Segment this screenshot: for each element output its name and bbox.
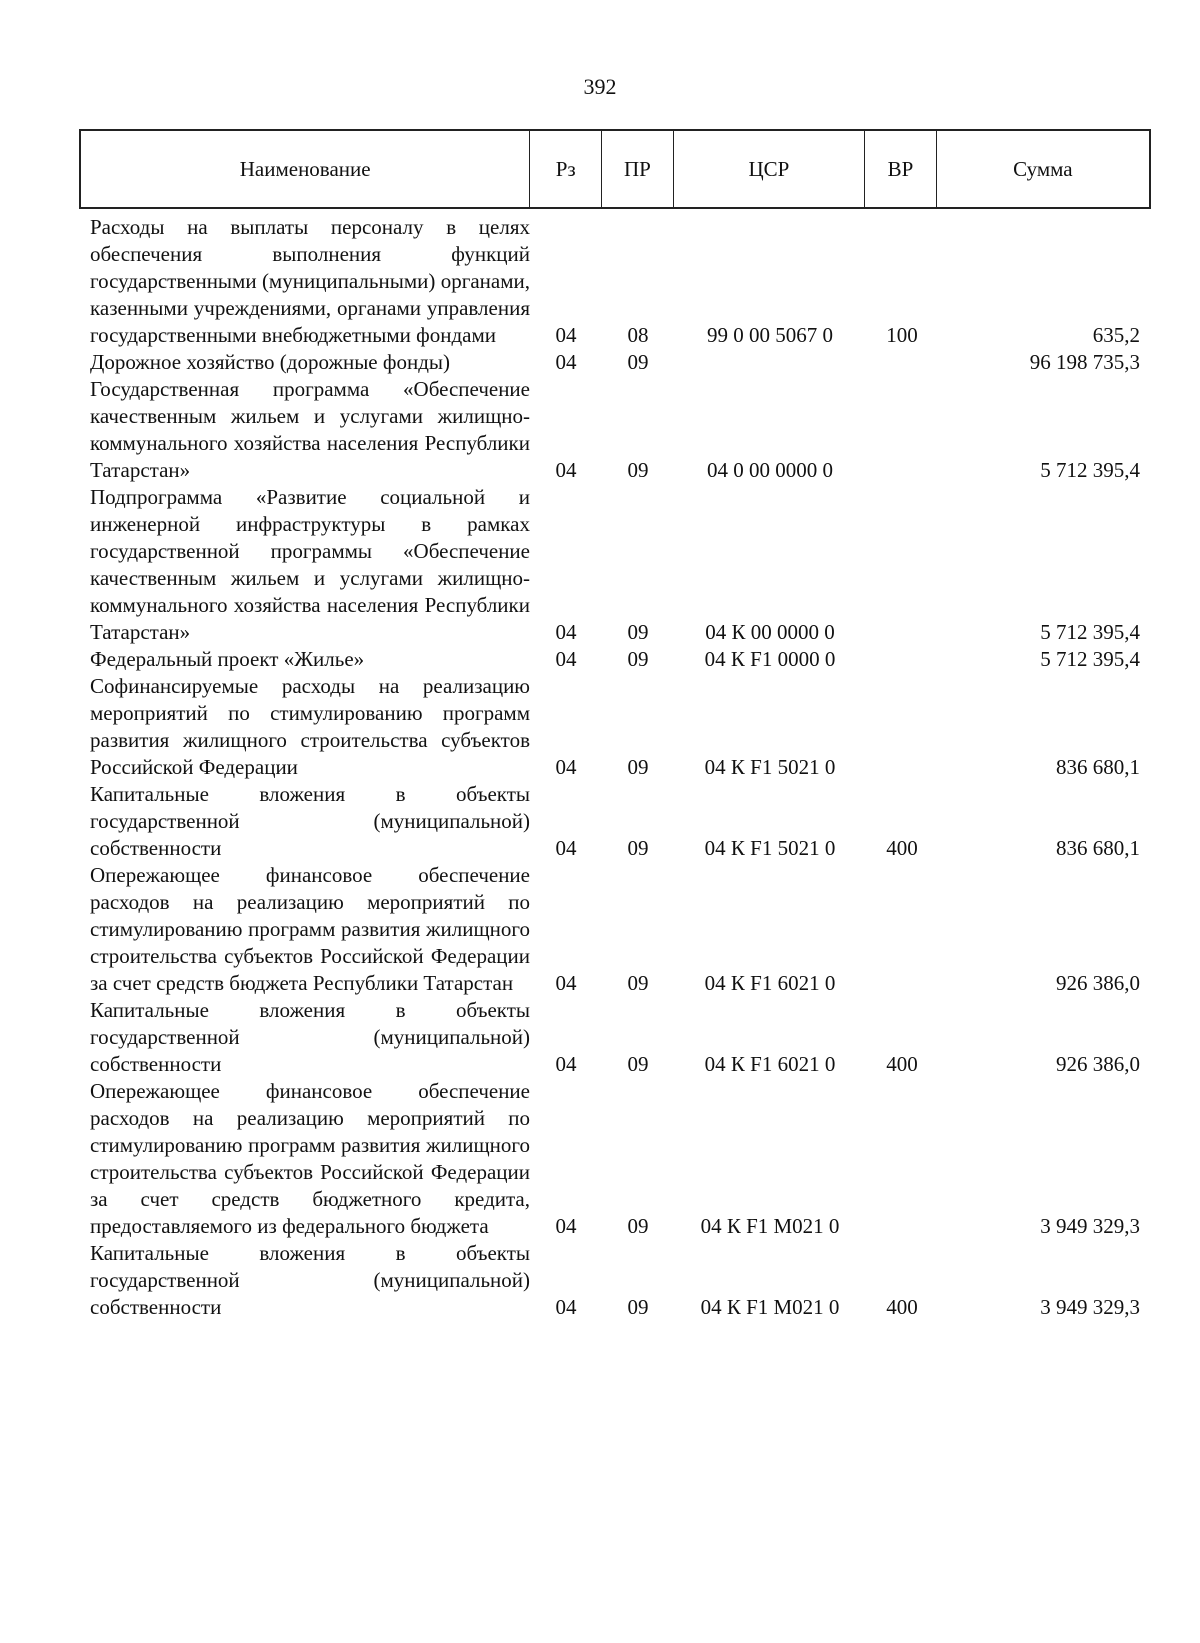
cell-sum: 5 712 395,4: [1040, 647, 1140, 671]
cell-name: Федеральный проект «Жилье»: [90, 647, 365, 671]
cell-rz: 04: [555, 1295, 577, 1319]
cell-vr: 400: [886, 1052, 918, 1076]
table-row: [79, 781, 1151, 862]
cell-pr: 09: [627, 836, 649, 860]
table-row: [79, 484, 1151, 646]
table-body: [79, 214, 1151, 1321]
cell-sum: 5 712 395,4: [1040, 620, 1140, 644]
cell-pr: 09: [627, 350, 649, 374]
cell-sum: 926 386,0: [1056, 1052, 1140, 1076]
cell-pr: 09: [627, 620, 649, 644]
cell-rz: 04: [555, 620, 577, 644]
cell-vr: 400: [886, 1295, 918, 1319]
cell-csr: 04 К F1 0000 0: [704, 647, 836, 671]
cell-name: Капитальные вложения в объекты государственной (муниципальной) собственности: [90, 782, 530, 860]
table-row: [79, 1078, 1151, 1240]
header-name: Наименование: [81, 131, 530, 207]
cell-rz: 04: [555, 350, 577, 374]
cell-csr: 99 0 00 5067 0: [707, 323, 833, 347]
table-row: [79, 997, 1151, 1078]
cell-csr: 04 К F1 6021 0: [704, 971, 836, 995]
cell-sum: 5 712 395,4: [1040, 458, 1140, 482]
table-row: [79, 646, 1151, 673]
header-vr: ВР: [865, 131, 937, 207]
cell-vr: 400: [886, 836, 918, 860]
cell-rz: 04: [555, 836, 577, 860]
cell-sum: 836 680,1: [1056, 755, 1140, 779]
cell-sum: 3 949 329,3: [1040, 1295, 1140, 1319]
cell-csr: 04 К 00 0000 0: [705, 620, 835, 644]
cell-rz: 04: [555, 458, 577, 482]
table-row: [79, 673, 1151, 781]
cell-csr: 04 0 00 0000 0: [707, 458, 833, 482]
cell-sum: 836 680,1: [1056, 836, 1140, 860]
table-row: [79, 862, 1151, 997]
table-row: [79, 376, 1151, 484]
cell-csr: 04 К F1 5021 0: [704, 755, 836, 779]
cell-rz: 04: [555, 323, 577, 347]
header-csr: ЦСР: [674, 131, 865, 207]
cell-rz: 04: [555, 1052, 577, 1076]
table-row: [79, 214, 1151, 349]
table-row: [79, 349, 1151, 376]
header-pr: ПР: [602, 131, 674, 207]
cell-rz: 04: [555, 1214, 577, 1238]
cell-csr: 04 К F1 М021 0: [700, 1214, 840, 1238]
table-header: [79, 129, 1151, 209]
cell-name: Опережающее финансовое обеспечение расходов на реализацию мероприятий по стимулированию программ развития жилищного строительства субъектов Российской Федерации за счет средств бюджетного кредита, предоставляемого из федерального бюджета: [90, 1079, 530, 1238]
cell-vr: 100: [886, 323, 918, 347]
cell-name: Капитальные вложения в объекты государственной (муниципальной) собственности: [90, 1241, 530, 1319]
cell-pr: 09: [627, 755, 649, 779]
cell-csr: 04 К F1 6021 0: [704, 1052, 836, 1076]
cell-sum: 635,2: [1092, 323, 1140, 347]
table-row: [79, 1240, 1151, 1321]
cell-name: Подпрограмма «Развитие социальной и инженерной инфраструктуры в рамках государственной программы «Обеспечение качественным жильем и услугами жилищно-коммунального хозяйства населения Республики Татарстан»: [90, 485, 530, 644]
cell-pr: 09: [627, 458, 649, 482]
cell-name: Софинансируемые расходы на реализацию мероприятий по стимулированию программ развития жилищного строительства субъектов Российской Федерации: [90, 674, 530, 779]
cell-sum: 926 386,0: [1056, 971, 1140, 995]
cell-name: Дорожное хозяйство (дорожные фонды): [90, 350, 451, 374]
cell-rz: 04: [555, 755, 577, 779]
cell-name: Расходы на выплаты персоналу в целях обеспечения выполнения функций государственными (муниципальными) органами, казенными учреждениями, органами управления государственными внебюджетными фондами: [90, 215, 530, 347]
cell-rz: 04: [555, 971, 577, 995]
cell-pr: 09: [627, 647, 649, 671]
cell-pr: 09: [627, 1052, 649, 1076]
cell-csr: 04 К F1 М021 0: [700, 1295, 840, 1319]
cell-name: Опережающее финансовое обеспечение расходов на реализацию мероприятий по стимулированию программ развития жилищного строительства субъектов Российской Федерации за счет средств бюджета Республики Татарстан: [90, 863, 530, 995]
cell-csr: 04 К F1 5021 0: [704, 836, 836, 860]
cell-pr: 08: [627, 323, 649, 347]
cell-pr: 09: [627, 971, 649, 995]
cell-name: Государственная программа «Обеспечение качественным жильем и услугами жилищно-коммунального хозяйства населения Республики Татарстан»: [90, 377, 530, 482]
cell-rz: 04: [555, 647, 577, 671]
cell-sum: 96 198 735,3: [1029, 350, 1140, 374]
header-sum: Сумма: [1013, 156, 1073, 181]
cell-name: Капитальные вложения в объекты государственной (муниципальной) собственности: [90, 998, 530, 1076]
cell-pr: 09: [627, 1295, 649, 1319]
page-number: 392: [583, 74, 617, 99]
cell-pr: 09: [627, 1214, 649, 1238]
header-rz: Рз: [530, 131, 602, 207]
cell-sum: 3 949 329,3: [1040, 1214, 1140, 1238]
